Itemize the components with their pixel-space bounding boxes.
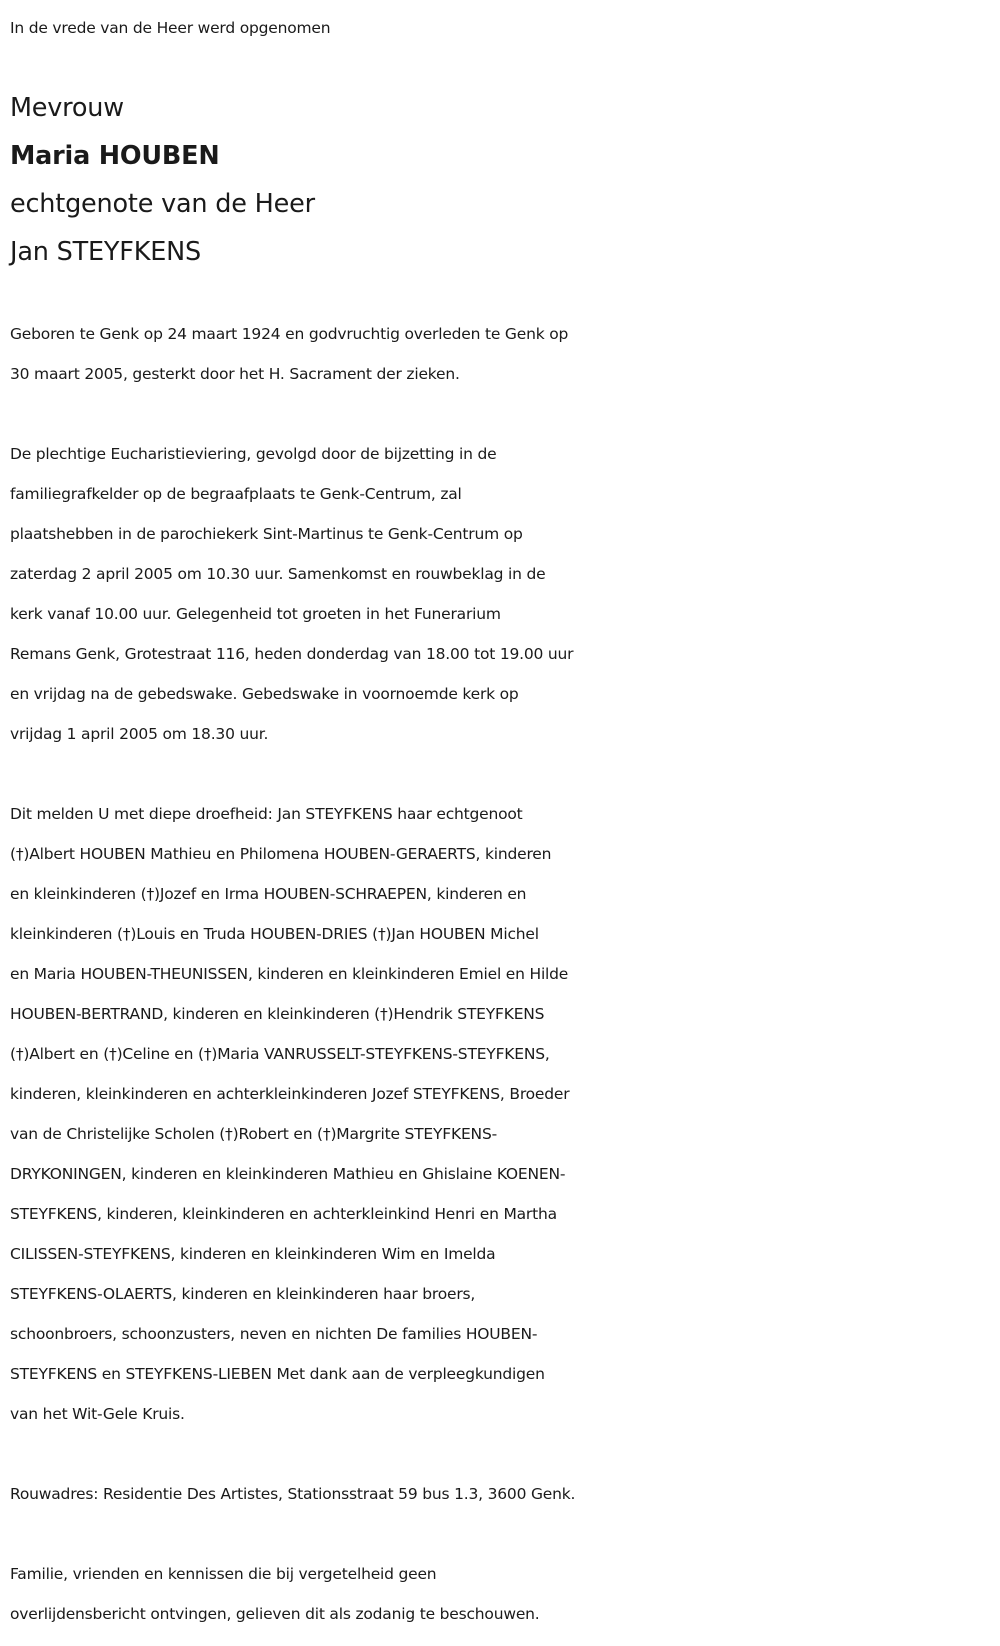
- paragraph-line: en kleinkinderen (†)Jozef en Irma HOUBEN-SCHRAEPEN, kinderen en: [10, 885, 527, 903]
- birth-death-paragraph: [10, 314, 990, 394]
- paragraph-line: (†)Albert HOUBEN Mathieu en Philomena HOUBEN-GERAERTS, kinderen: [10, 845, 552, 863]
- person-name: Maria HOUBEN: [10, 141, 220, 171]
- paragraph-line: (†)Albert en (†)Celine en (†)Maria VANRUSSELT-STEYFKENS-STEYFKENS,: [10, 1045, 550, 1063]
- address-paragraph: [10, 1474, 990, 1514]
- paragraph-line: STEYFKENS-OLAERTS, kinderen en kleinkinderen haar broers,: [10, 1285, 476, 1303]
- paragraph-line: DRYKONINGEN, kinderen en kleinkinderen Mathieu en Ghislaine KOENEN-: [10, 1165, 566, 1183]
- paragraph-line: Familie, vrienden en kennissen die bij vergetelheid geen: [10, 1565, 437, 1583]
- paragraph-line: Remans Genk, Grotestraat 116, heden donderdag van 18.00 tot 19.00 uur: [10, 645, 574, 663]
- paragraph-line: en Maria HOUBEN-THEUNISSEN, kinderen en kleinkinderen Emiel en Hilde: [10, 965, 569, 983]
- paragraph-line: van de Christelijke Scholen (†)Robert en (†)Margrite STEYFKENS-: [10, 1125, 497, 1143]
- paragraph-line: Rouwadres: Residentie Des Artistes, Stationsstraat 59 bus 1.3, 3600 Genk.: [10, 1485, 576, 1503]
- paragraph-line: CILISSEN-STEYFKENS, kinderen en kleinkinderen Wim en Imelda: [10, 1245, 496, 1263]
- paragraph-line: plaatshebben in de parochiekerk Sint-Martinus te Genk-Centrum op: [10, 525, 523, 543]
- closing-paragraph: [10, 1554, 990, 1634]
- ceremony-paragraph: [10, 434, 990, 754]
- paragraph-line: STEYFKENS en STEYFKENS-LIEBEN Met dank aan de verpleegkundigen: [10, 1365, 545, 1383]
- paragraph-line: kinderen, kleinkinderen en achterkleinkinderen Jozef STEYFKENS, Broeder: [10, 1085, 570, 1103]
- spouse-name: Jan STEYFKENS: [10, 237, 202, 267]
- paragraph-line: Dit melden U met diepe droefheid: Jan STEYFKENS haar echtgenoot: [10, 805, 523, 823]
- paragraph-line: kleinkinderen (†)Louis en Truda HOUBEN-DRIES (†)Jan HOUBEN Michel: [10, 925, 539, 943]
- person-title: Mevrouw: [10, 93, 124, 123]
- paragraph-line: zaterdag 2 april 2005 om 10.30 uur. Samenkomst en rouwbeklag in de: [10, 565, 546, 583]
- paragraph-line: overlijdensbericht ontvingen, gelieven dit als zodanig te beschouwen.: [10, 1605, 540, 1623]
- paragraph-line: kerk vanaf 10.00 uur. Gelegenheid tot groeten in het Funerarium: [10, 605, 501, 623]
- paragraph-line: Geboren te Genk op 24 maart 1924 en godvruchtig overleden te Genk op: [10, 325, 569, 343]
- paragraph-line: van het Wit-Gele Kruis.: [10, 1405, 185, 1423]
- paragraph-line: STEYFKENS, kinderen, kleinkinderen en achterkleinkind Henri en Martha: [10, 1205, 557, 1223]
- paragraph-line: schoonbroers, schoonzusters, neven en nichten De families HOUBEN-: [10, 1325, 538, 1343]
- family-paragraph: [10, 794, 990, 1434]
- heading: In de vrede van de Heer werd opgenomen: [10, 19, 331, 37]
- person-block: [10, 84, 990, 276]
- paragraph-line: De plechtige Eucharistieviering, gevolgd door de bijzetting in de: [10, 445, 497, 463]
- paragraph-line: familiegrafkelder op de begraafplaats te Genk-Centrum, zal: [10, 485, 462, 503]
- obituary-notice: [10, 8, 990, 1634]
- paragraph-line: vrijdag 1 april 2005 om 18.30 uur.: [10, 725, 269, 743]
- person-relation: echtgenote van de Heer: [10, 189, 315, 219]
- paragraph-line: 30 maart 2005, gesterkt door het H. Sacrament der zieken.: [10, 365, 460, 383]
- paragraph-line: en vrijdag na de gebedswake. Gebedswake in voornoemde kerk op: [10, 685, 519, 703]
- paragraph-line: HOUBEN-BERTRAND, kinderen en kleinkinderen (†)Hendrik STEYFKENS: [10, 1005, 545, 1023]
